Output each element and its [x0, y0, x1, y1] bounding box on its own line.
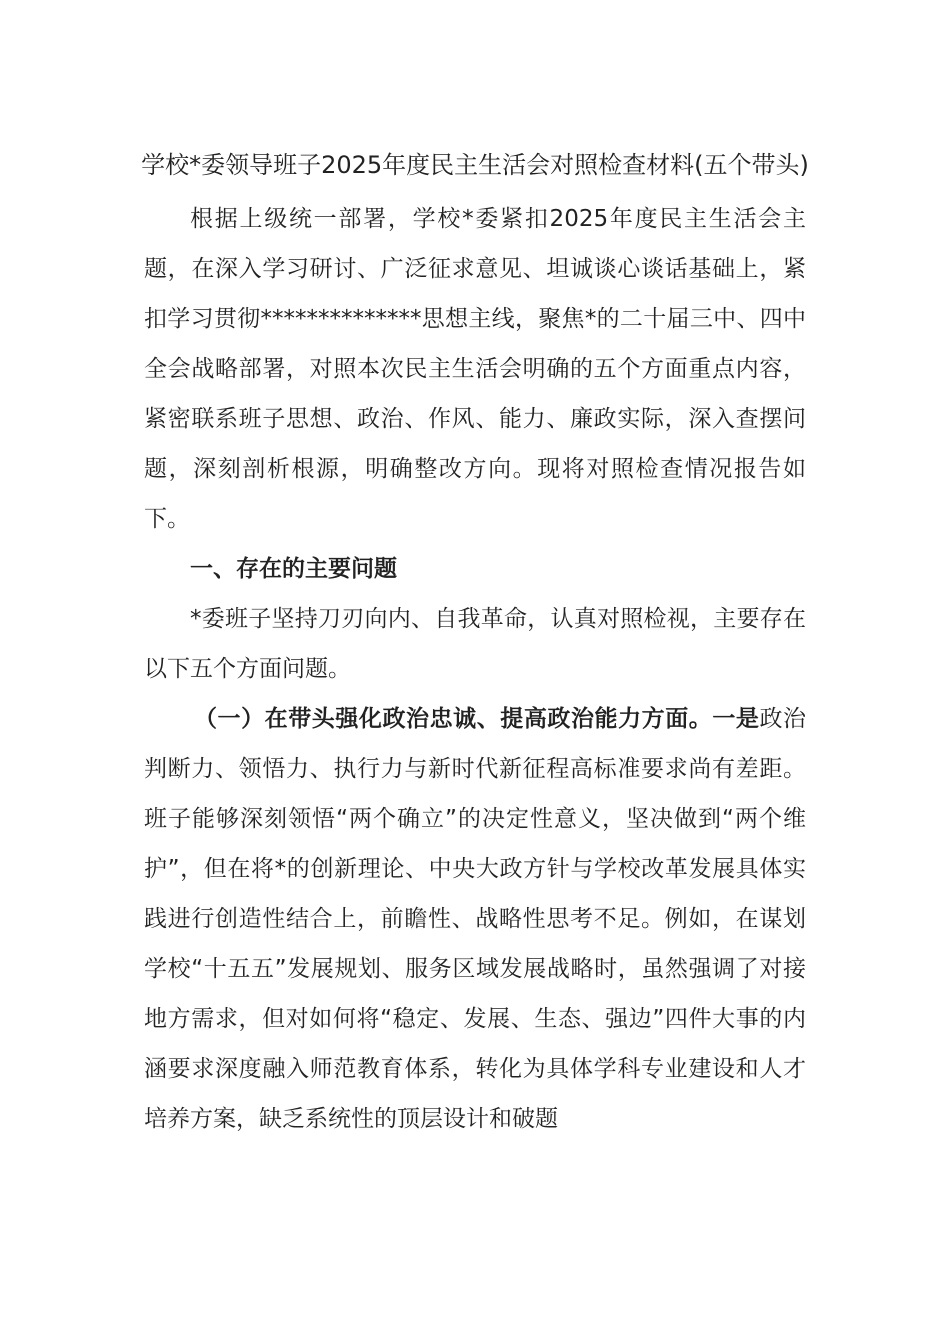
document-title: 学校*委领导班子2025年度民主生活会对照检查材料(五个带头) [141, 151, 809, 179]
section-heading: 一、存在的主要问题 [190, 556, 397, 582]
item-paragraph [144, 694, 806, 1144]
section-intro-paragraph: *委班子坚持刀刃向内、自我革命，认真对照检视，主要存在以下五个方面问题。 [144, 606, 806, 682]
item-text: 政治判断力、领悟力、执行力与新时代新征程高标准要求尚有差距。班子能够深刻领悟“两个确立”的决定性意义，坚决做到“两个维护”，但在将*的创新理论、中央大政方针与学校改革发展具体实践进行创造性结合上，前瞻性、战略性思考不足。例如，在谋划学校“十五五”发展规划、服务区域发展战略时，虽然强调了对接地方需求，但对如何将“稳定、发展、生态、强边”四件大事的内涵要求深度融入师范教育体系，转化为具体学科专业建设和人才培养方案，缺乏系统性的顶层设计和破题 [144, 706, 807, 1132]
intro-paragraph: 根据上级统一部署，学校*委紧扣2025年度民主生活会主题，在深入学习研讨、广泛征求意见、坦诚谈心谈话基础上，紧扣学习贯彻**************思想主线，聚焦*的二十届三中、四中全会战略部署，对照本次民主生活会明确的五个方面重点内容，紧密联系班子思想、政治、作风、能力、廉政实际，深入查摆问题，深刻剖析根源，明确整改方向。现将对照检查情况报告如下。 [144, 206, 806, 532]
document-page [141, 140, 809, 1144]
item-heading: （一）在带头强化政治忠诚、提高政治能力方面。 [194, 706, 713, 732]
item-lead: 一是 [712, 706, 760, 732]
